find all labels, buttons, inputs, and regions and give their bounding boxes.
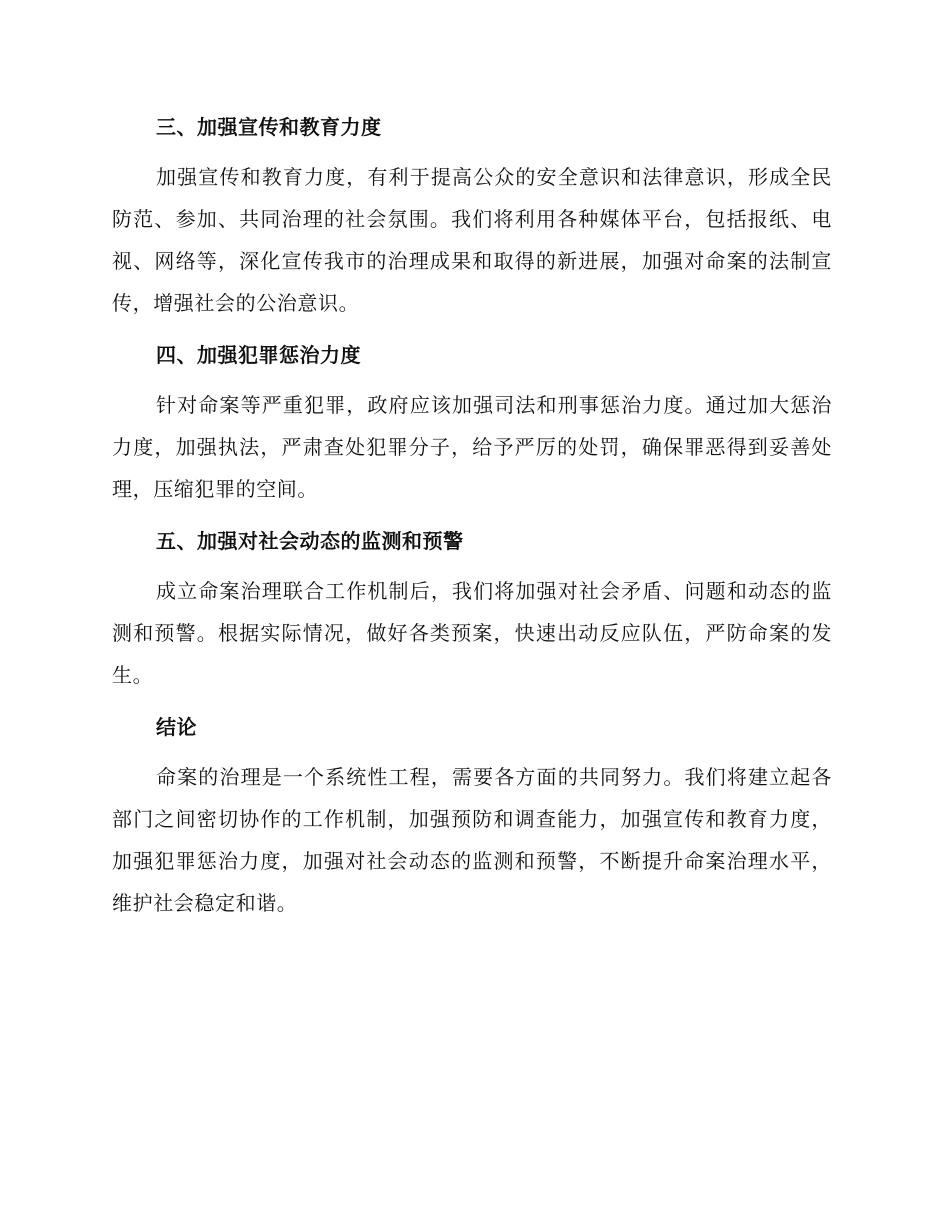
section-paragraph: 针对命案等严重犯罪，政府应该加强司法和刑事惩治力度。通过加大惩治力度，加强执法，严肃查处犯罪分子，给予严厉的处罚，确保罪恶得到妥善处理，压缩犯罪的空间。 <box>112 393 832 501</box>
section-paragraph: 加强宣传和教育力度，有利于提高公众的安全意识和法律意识，形成全民防范、参加、共同治理的社会氛围。我们将利用各种媒体平台，包括报纸、电视、网络等，深化宣传我市的治理成果和取得的新进展，加强对命案的法制宣传，增强社会的公治意识。 <box>112 165 832 315</box>
section-heading: 五、加强对社会动态的监测和预警 <box>156 529 464 553</box>
section-social-monitoring <box>112 522 832 696</box>
section-crime-punishment <box>112 336 832 510</box>
section-heading: 结论 <box>156 715 197 739</box>
section-heading: 三、加强宣传和教育力度 <box>156 115 382 139</box>
section-paragraph: 成立命案治理联合工作机制后，我们将加强对社会矛盾、问题和动态的监测和预警。根据实际情况，做好各类预案，快速出动反应队伍，严防命案的发生。 <box>112 579 832 687</box>
section-publicity-education <box>112 108 832 324</box>
section-conclusion <box>112 708 832 924</box>
section-heading: 四、加强犯罪惩治力度 <box>156 343 361 367</box>
section-paragraph: 命案的治理是一个系统性工程，需要各方面的共同努力。我们将建立起各部门之间密切协作的工作机制，加强预防和调查能力，加强宣传和教育力度，加强犯罪惩治力度，加强对社会动态的监测和预警，不断提升命案治理水平，维护社会稳定和谐。 <box>112 765 832 915</box>
document-page <box>112 108 832 936</box>
